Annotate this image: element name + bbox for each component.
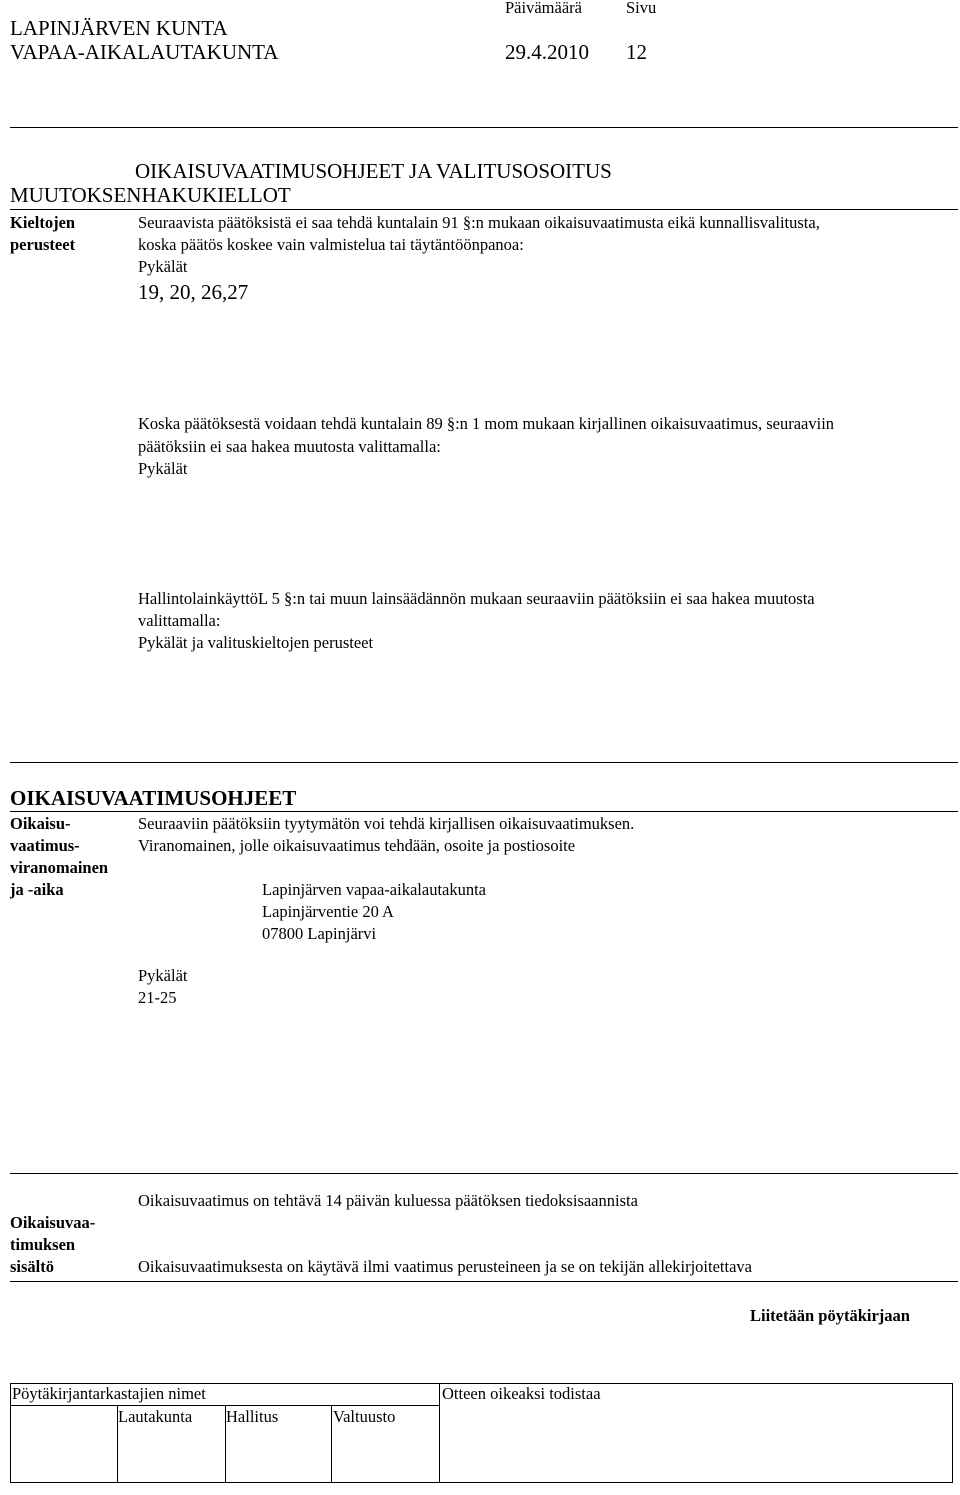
content-side-label-3: sisältö <box>10 1257 55 1276</box>
authority-postcode: 07800 Lapinjärvi <box>262 924 377 943</box>
restrictions-divider <box>10 209 958 210</box>
instructions-side-label-1: Oikaisu- <box>10 814 71 833</box>
instructions-pykalat-value: 21-25 <box>138 988 177 1007</box>
content-bottom-divider <box>10 1281 958 1282</box>
body-government: Hallitus <box>226 1407 279 1426</box>
restrictions-heading: MUUTOKSENHAKUKIELLOT <box>10 183 291 207</box>
instructions-pykalat-label: Pykälät <box>138 966 188 985</box>
inspectors-title: Pöytäkirjantarkastajien nimet <box>12 1384 206 1403</box>
restrictions-side-label-1: Kieltojen <box>10 213 76 232</box>
authority-street: Lapinjärventie 20 A <box>262 902 394 921</box>
authority-name: Lapinjärven vapaa-aikalautakunta <box>262 880 487 899</box>
page-label: Sivu <box>626 0 657 17</box>
restrictions-side-label-2: perusteet <box>10 235 76 254</box>
restrictions-pykalat1-label: Pykälät <box>138 257 188 276</box>
instructions-side-label-2: vaatimus- <box>10 836 80 855</box>
table-col-divider-main <box>439 1384 440 1482</box>
instructions-line1: Seuraaviin päätöksiin tyytymätön voi tehdä kirjallisen oikaisuvaatimuksen. <box>138 814 635 833</box>
restrictions-text3-line1: HallintolainkäyttöL 5 §:n tai muun lainsäädännön mukaan seuraaviin päätöksiin ei saa hakea muutosta <box>138 589 815 608</box>
instructions-side-label-4: ja -aika <box>10 880 64 899</box>
content-side-label-1: Oikaisuvaa- <box>10 1213 96 1232</box>
certified-copy-title: Otteen oikeaksi todistaa <box>442 1384 601 1403</box>
page-number: 12 <box>626 40 647 64</box>
content-line1: Oikaisuvaatimus on tehtävä 14 päivän kuluessa päätöksen tiedoksisaannista <box>138 1191 638 1210</box>
unit-name: VAPAA-AIKALAUTAKUNTA <box>10 40 279 64</box>
attach-note: Liitetään pöytäkirjaan <box>750 1306 910 1325</box>
restrictions-text2-line2: päätöksiin ei saa hakea muutosta valittamalla: <box>138 437 441 456</box>
restrictions-pykalat1-value: 19, 20, 26,27 <box>138 280 249 304</box>
instructions-heading: OIKAISUVAATIMUSOHJEET <box>10 786 297 810</box>
restrictions-pykalat3-label: Pykälät ja valituskieltojen perusteet <box>138 633 374 652</box>
body-board: Lautakunta <box>118 1407 193 1426</box>
instructions-side-label-3: viranomainen <box>10 858 109 877</box>
instructions-top-divider <box>10 762 958 763</box>
restrictions-text1-line2: koska päätös koskee vain valmistelua tai täytäntöönpanoa: <box>138 235 524 254</box>
instructions-line2: Viranomainen, jolle oikaisuvaatimus tehdään, osoite ja postiosoite <box>138 836 576 855</box>
table-col-divider-3 <box>331 1405 332 1482</box>
restrictions-pykalat2-label: Pykälät <box>138 459 188 478</box>
document-date: 29.4.2010 <box>505 40 589 64</box>
header-divider <box>10 127 958 128</box>
instructions-divider <box>10 811 958 812</box>
restrictions-text1-line1: Seuraavista päätöksistä ei saa tehdä kuntalain 91 §:n mukaan oikaisuvaatimusta eikä kunnallisvalitusta, <box>138 213 820 232</box>
content-divider <box>10 1173 958 1174</box>
content-side-label-2: timuksen <box>10 1235 76 1254</box>
restrictions-text3-line2: valittamalla: <box>138 611 221 630</box>
restrictions-text2-line1: Koska päätöksestä voidaan tehdä kuntalain 89 §:n 1 mom mukaan kirjallinen oikaisuvaatimus, seuraaviin <box>138 414 835 433</box>
content-line2: Oikaisuvaatimuksesta on käytävä ilmi vaatimus perusteineen ja se on tekijän allekirjoitettava <box>138 1257 752 1276</box>
body-council: Valtuusto <box>333 1407 396 1426</box>
date-label: Päivämäärä <box>505 0 582 17</box>
document-title: OIKAISUVAATIMUSOHJEET JA VALITUSOSOITUS <box>135 159 612 183</box>
organization-name: LAPINJÄRVEN KUNTA <box>10 16 228 40</box>
